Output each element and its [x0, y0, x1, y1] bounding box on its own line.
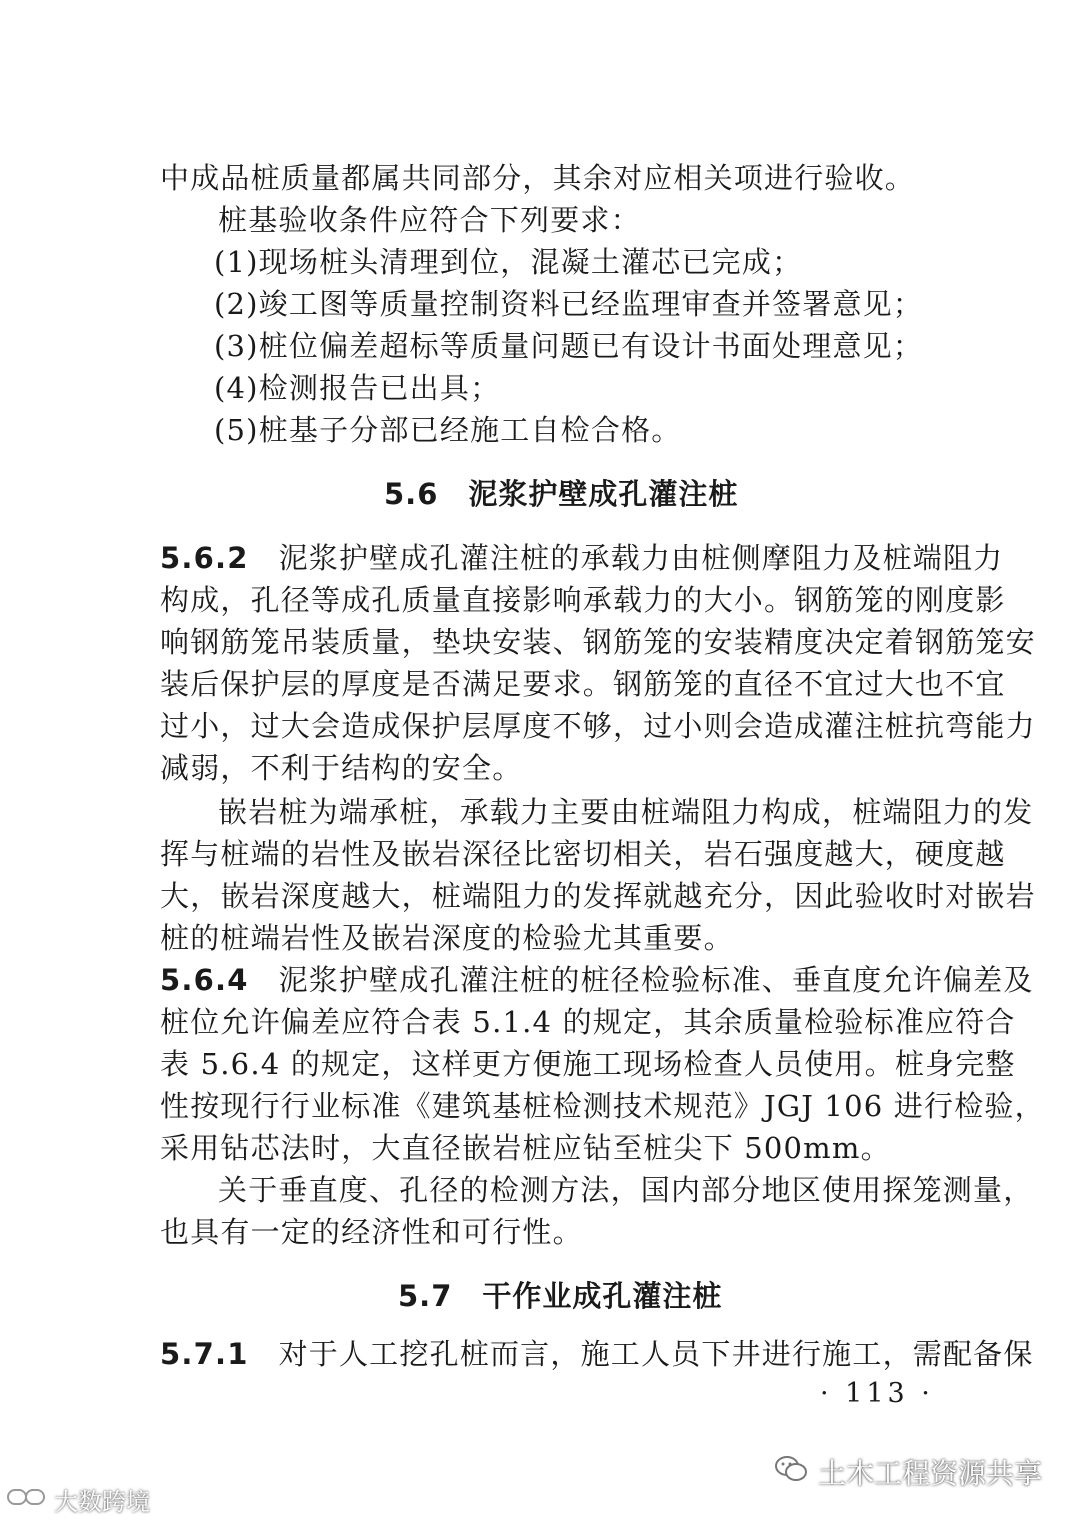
- page-number: · 113 ·: [820, 1378, 934, 1409]
- watermark-right: [774, 1452, 1042, 1492]
- method-para-line-1: 关于垂直度、孔径的检测方法，国内部分地区使用探笼测量，: [218, 1173, 1034, 1207]
- section-number: 5.7: [398, 1279, 453, 1313]
- clause-number: 5.6.2: [160, 541, 249, 575]
- section-heading-5-7: [398, 1276, 722, 1316]
- clause-5-6-4-line-2: 桩位允许偏差应符合表 5.1.4 的规定，其余质量检验标准应符合: [160, 1005, 1016, 1039]
- wechat-icon: [774, 1454, 808, 1491]
- rock-para-line-3: 大，嵌岩深度越大，桩端阻力的发挥就越充分，因此验收时对嵌岩: [160, 879, 1036, 913]
- list-item-3: (3)桩位偏差超标等质量问题已有设计书面处理意见；: [214, 329, 924, 363]
- section-heading-5-6: [384, 474, 738, 514]
- watermark-left-text: 大数跨境: [54, 1488, 150, 1516]
- section-title: 干作业成孔灌注桩: [482, 1279, 723, 1313]
- text-line-2: 桩基验收条件应符合下列要求：: [218, 203, 641, 237]
- text-line-1: 中成品桩质量都属共同部分，其余对应相关项进行验收。: [160, 161, 916, 195]
- clause-5-6-2-line-2: 构成，孔径等成孔质量直接影响承载力的大小。钢筋笼的刚度影: [160, 583, 1006, 617]
- list-item-5: (5)桩基子分部已经施工自检合格。: [214, 413, 682, 447]
- clause-5-6-2-line-3: 响钢筋笼吊装质量，垫块安装、钢筋笼的安装精度决定着钢筋笼安: [160, 625, 1036, 659]
- section-number: 5.6: [384, 477, 439, 511]
- clause-number: 5.7.1: [160, 1337, 249, 1371]
- rock-para-line-2: 挥与桩端的岩性及嵌岩深径比密切相关，岩石强度越大，硬度越: [160, 837, 1006, 871]
- clause-text: 泥浆护壁成孔灌注桩的桩径检验标准、垂直度允许偏差及: [278, 963, 1034, 997]
- clause-5-6-2-line-5: 过小，过大会造成保护层厚度不够，过小则会造成灌注桩抗弯能力: [160, 709, 1036, 743]
- watermark-left: [6, 1482, 150, 1517]
- list-item-4: (4)检测报告已出具；: [214, 371, 501, 405]
- clause-text: 泥浆护壁成孔灌注桩的承载力由桩侧摩阻力及桩端阻力: [278, 541, 1004, 575]
- watermark-right-text: 土木工程资源共享: [817, 1457, 1042, 1490]
- rock-para-line-1: 嵌岩桩为端承桩，承载力主要由桩端阻力构成，桩端阻力的发: [218, 795, 1034, 829]
- rock-para-line-4: 桩的桩端岩性及嵌岩深度的检验尤其重要。: [160, 921, 734, 955]
- clause-text: 对于人工挖孔桩而言，施工人员下井进行施工，需配备保: [278, 1337, 1034, 1371]
- list-item-1: (1)现场桩头清理到位，混凝土灌芯已完成；: [214, 245, 803, 279]
- clause-5-6-4-line-1: [160, 960, 1034, 1000]
- section-title: 泥浆护壁成孔灌注桩: [468, 477, 739, 511]
- list-item-2: (2)竣工图等质量控制资料已经监理审查并签署意见；: [214, 287, 924, 321]
- clause-5-6-4-line-4: 性按现行行业标准《建筑基桩检测技术规范》JGJ 106 进行检验，: [160, 1089, 1045, 1123]
- method-para-line-2: 也具有一定的经济性和可行性。: [160, 1215, 583, 1249]
- clause-number: 5.6.4: [160, 963, 249, 997]
- clause-5-6-4-line-3: 表 5.6.4 的规定，这样更方便施工现场检查人员使用。桩身完整: [160, 1047, 1016, 1081]
- link-icon: [6, 1484, 48, 1516]
- clause-5-6-2-line-4: 装后保护层的厚度是否满足要求。钢筋笼的直径不宜过大也不宜: [160, 667, 1006, 701]
- clause-5-6-2-line-6: 减弱，不利于结构的安全。: [160, 751, 523, 785]
- clause-5-6-2-line-1: [160, 538, 1003, 578]
- clause-5-6-4-line-5: 采用钻芯法时，大直径嵌岩桩应钻至桩尖下 500mm。: [160, 1131, 891, 1165]
- clause-5-7-1-line-1: [160, 1334, 1034, 1374]
